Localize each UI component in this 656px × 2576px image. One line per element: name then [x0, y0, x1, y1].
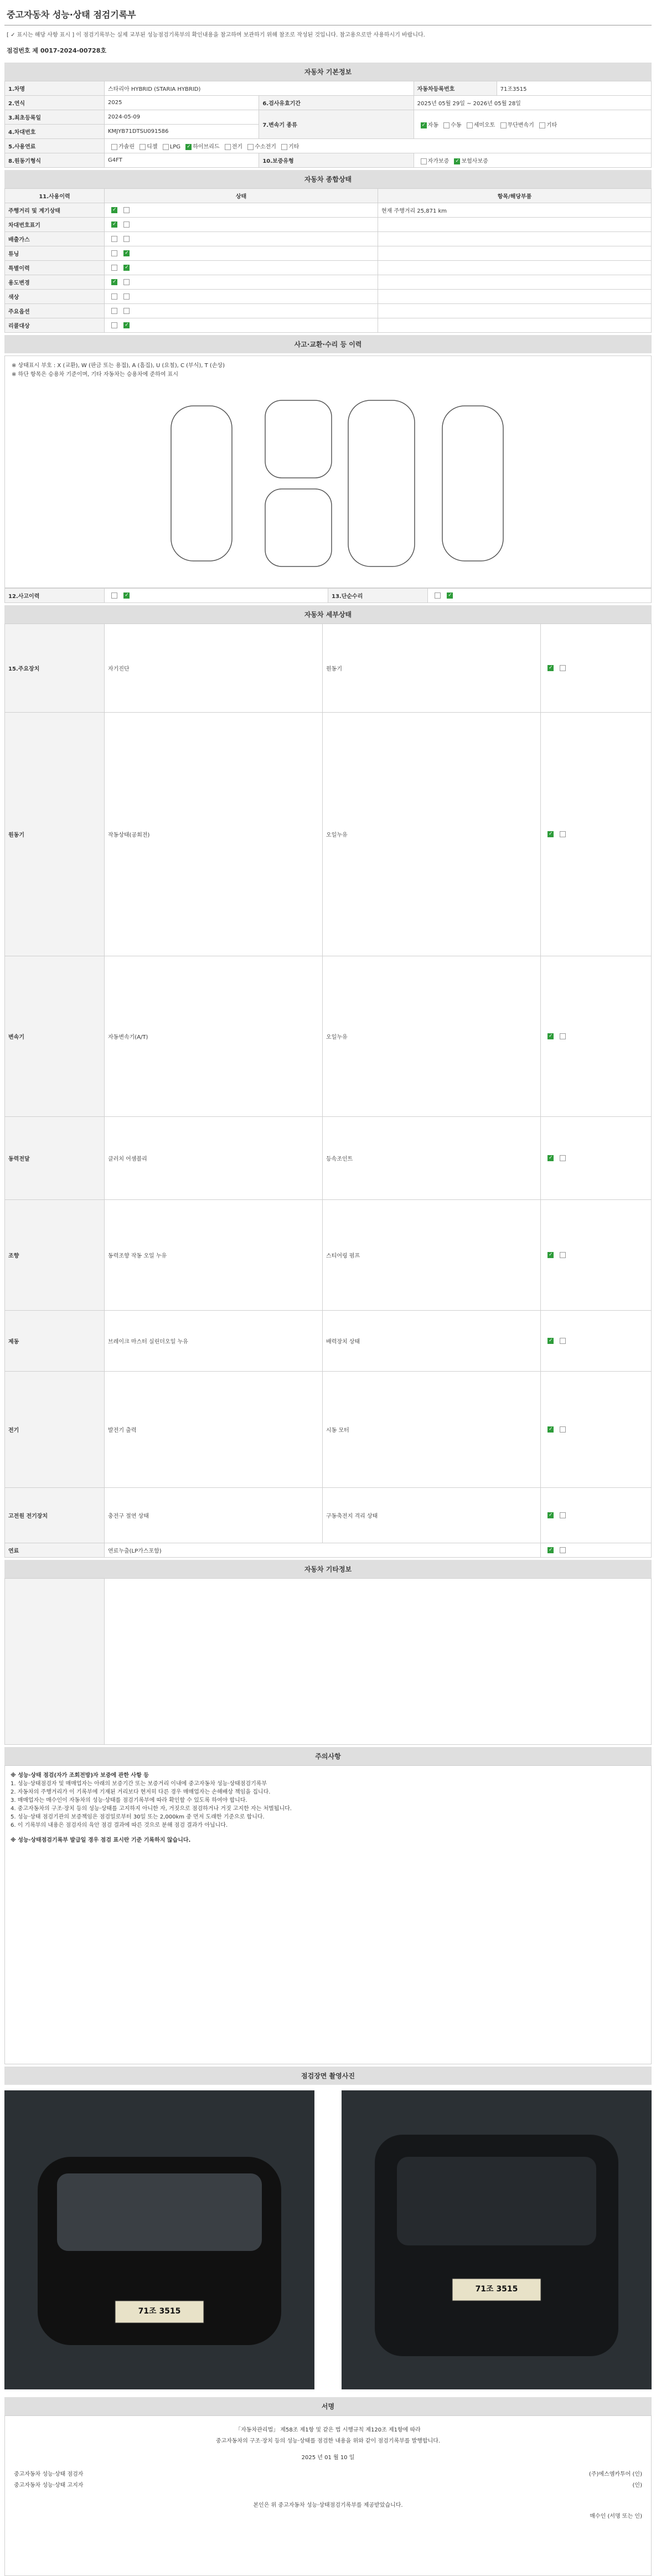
legend-line-1: ※ 상태표시 부호 : X (교환), W (판금 또는 용접), A (흠집), U (요철), C (부식), T (손상)	[12, 363, 225, 369]
warn-line-3: 3. 매매업자는 매수인이 자동차의 성능·상태를 점검기록부에 따라 확인할 수 있도록 하여야 합니다.	[11, 1797, 247, 1804]
checkbox	[111, 293, 117, 300]
valid-label: 6.검사유효기간	[259, 96, 414, 110]
detail-item-6: 발전기 출력	[105, 1372, 323, 1488]
detail-cat-7: 고전원 전기장치	[5, 1488, 105, 1543]
trans-opt-4: 기타	[546, 122, 557, 128]
summary-row-4: 특별이력	[5, 261, 105, 275]
checkbox	[560, 1547, 566, 1553]
sign-notice-row	[14, 2480, 642, 2491]
summary-state	[105, 318, 378, 333]
trans-opt-1: 수동	[451, 122, 462, 128]
legend	[5, 356, 651, 385]
fuel-opt-0: 가솔린	[118, 144, 135, 150]
fuel-label: 5.사용연료	[5, 139, 105, 153]
detail-cat-3: 동력전달	[5, 1117, 105, 1200]
checkbox	[123, 265, 130, 271]
checkbox	[123, 207, 130, 213]
detail-sub-0: 원동기	[323, 624, 541, 713]
checkbox	[500, 122, 507, 128]
page-title: 중고자동차 성능·상태 점검기록부	[4, 6, 652, 25]
sign-checker-name: (주)에스엠카투어 (인)	[588, 2471, 642, 2477]
checkbox	[560, 831, 566, 837]
checkbox	[560, 1155, 566, 1161]
checkbox	[547, 1547, 554, 1553]
section-basic-info: 자동차 기본정보	[4, 63, 652, 81]
car-name: 스타리아 HYBRID (STARIA HYBRID)	[105, 81, 414, 96]
section-accident: 사고·교환·수리 등 이력	[4, 335, 652, 353]
car-rear-photo	[342, 2090, 652, 2389]
warn-line-4: 4. 중고자동차의 구조·장치 등의 성능·상태를 고지하지 아니한 자, 거짓으로 점검하거나 거짓 고지한 자는 처벌됩니다.	[11, 1806, 292, 1812]
car-top	[348, 400, 415, 566]
summary-col-item: 11.사용이력	[5, 189, 105, 203]
warn-footer: ※ 성능·상태점검기록부 발급일 경우 점검 표시란 기준 기록하지 않습니다.	[11, 1837, 191, 1843]
car-left-side	[171, 406, 232, 561]
year: 2025	[105, 96, 259, 110]
detail-cat-4: 조향	[5, 1200, 105, 1311]
checkbox	[281, 144, 287, 150]
car-front-photo	[4, 2090, 314, 2389]
engine-label: 8.원동기형식	[5, 153, 105, 168]
summary-detail	[378, 232, 652, 246]
detail-sub-6: 시동 모터	[323, 1372, 541, 1488]
fuel-opt-4: 전기	[231, 144, 243, 150]
checkbox	[547, 1512, 554, 1518]
checkbox	[560, 1252, 566, 1258]
mileage-cell	[378, 203, 652, 218]
summary-detail	[378, 261, 652, 275]
summary-state	[105, 304, 378, 318]
fuel-opt-3: 하이브리드	[193, 144, 220, 150]
checkbox	[443, 122, 450, 128]
detail-cat-5: 제동	[5, 1311, 105, 1372]
summary-row-5: 용도변경	[5, 275, 105, 290]
summary-state	[105, 275, 378, 290]
checkbox	[111, 221, 117, 228]
summary-row-6: 색상	[5, 290, 105, 304]
summary-row-0: 주행거리 및 계기상태	[5, 203, 105, 218]
checkbox	[111, 265, 117, 271]
first-reg-label: 3.최초등록일	[5, 110, 105, 125]
warn-line-0: ※ 성능·상태 점검(자가 조회전방)자 보증에 관한 사항 등	[11, 1773, 149, 1779]
vin-label: 4.차대번호	[5, 125, 105, 139]
checkbox	[140, 144, 146, 150]
reg-no-label: 자동차등록번호	[414, 81, 497, 96]
detail-state	[541, 956, 652, 1117]
checkbox	[163, 144, 169, 150]
detail-state	[541, 1543, 652, 1558]
section-summary: 자동차 종합상태	[4, 170, 652, 188]
checkbox	[247, 144, 254, 150]
accident-table	[4, 588, 652, 603]
top-notice: [ ✓ 표시는 해당 사항 표시 ] 이 점검기록부는 실제 교부된 성능점검기록부의 확인내용을 참고하며 보관하기 위해 참조로 작성된 것입니다. 참고용으로만 사용하시기 바랍니다.	[7, 32, 425, 38]
car-front	[265, 400, 332, 478]
checkbox	[547, 1252, 554, 1258]
warranty-opt-1: 보험사보증	[461, 158, 488, 164]
car-front-illustration	[4, 2090, 314, 2389]
summary-state	[105, 246, 378, 261]
car-name-label: 1.차명	[5, 81, 105, 96]
detail-state	[541, 1117, 652, 1200]
checkbox	[123, 279, 130, 285]
sign-line-2: 중고자동차의 구조·장치 등의 성능·상태를 점검한 내용을 위와 같이 점검기록부를 발행합니다.	[215, 2438, 441, 2444]
checkbox	[123, 293, 130, 300]
checkbox	[560, 1512, 566, 1518]
section-signature: 서명	[4, 2397, 652, 2415]
summary-detail	[378, 304, 652, 318]
checkbox	[123, 236, 130, 242]
detail-cat-1: 원동기	[5, 713, 105, 956]
summary-detail	[378, 246, 652, 261]
summary-row-3: 튜닝	[5, 246, 105, 261]
reg-no: 71조3515	[497, 81, 651, 96]
year-label: 2.연식	[5, 96, 105, 110]
detail-table	[4, 624, 652, 1558]
checkbox	[467, 122, 473, 128]
checkbox	[547, 1426, 554, 1433]
detail-item-5: 브레이크 마스터 실린더오일 누유	[105, 1311, 323, 1372]
trans-label: 7.변속기 종류	[259, 110, 414, 139]
warranty-label: 10.보증유형	[259, 153, 414, 168]
summary-detail	[378, 275, 652, 290]
detail-state	[541, 713, 652, 956]
sign-notice-name: (인)	[632, 2482, 642, 2489]
sign-checker-row	[14, 2469, 642, 2480]
checkbox	[111, 236, 117, 242]
checkbox	[547, 1033, 554, 1039]
sign-date: 2025 년 01 월 10 일	[301, 2455, 355, 2461]
warn-line-1: 1. 성능·상태점검자 및 매매업자는 아래의 보증기간 또는 보증거리 이내에 중고자동차 성능·상태점검기록부	[11, 1781, 267, 1787]
fuel-options	[105, 139, 652, 153]
detail-cat-2: 변속기	[5, 956, 105, 1117]
detail-item-7: 충전구 절연 상태	[105, 1488, 323, 1543]
summary-detail	[378, 318, 652, 333]
detail-sub-3: 등속조인트	[323, 1117, 541, 1200]
detail-cat-6: 전기	[5, 1372, 105, 1488]
detail-cat-8: 연료	[5, 1543, 105, 1558]
engine: G4FT	[105, 153, 259, 168]
sign-buyer: 매수인 (서명 또는 인)	[590, 2513, 642, 2520]
fuel-opt-6: 기타	[288, 144, 299, 150]
checkbox	[547, 665, 554, 671]
fuel-opt-5: 수소전기	[255, 144, 276, 150]
fuel-opt-2: LPG	[169, 144, 181, 150]
detail-state	[541, 624, 652, 713]
cert-label: 점검번호 제	[7, 47, 38, 54]
checkbox	[560, 1033, 566, 1039]
checkbox	[547, 1338, 554, 1344]
checkbox	[123, 322, 130, 328]
mileage-label: 현재 주행거리	[381, 208, 416, 214]
summary-col-detail: 항목/해당부품	[378, 189, 652, 203]
detail-item-3: 클러치 어셈블리	[105, 1117, 323, 1200]
detail-item-4: 동력조향 작동 오일 누유	[105, 1200, 323, 1311]
summary-state	[105, 290, 378, 304]
summary-state	[105, 261, 378, 275]
detail-item-0: 자기진단	[105, 624, 323, 713]
detail-sub-7: 구동축전지 격리 상태	[323, 1488, 541, 1543]
checkbox	[560, 1426, 566, 1433]
summary-row-1: 차대번호표기	[5, 218, 105, 232]
summary-state	[105, 218, 378, 232]
detail-item-1: 작동상태(공회전)	[105, 713, 323, 956]
fuel-opt-1: 디젤	[147, 144, 158, 150]
sign-notice-label: 중고자동차 성능·상태 고지자	[14, 2482, 84, 2489]
trans-options	[414, 110, 651, 139]
detail-item-2: 자동변속기(A/T)	[105, 956, 323, 1117]
photo-row	[4, 2085, 652, 2395]
checkbox	[123, 221, 130, 228]
warranty-options	[414, 153, 651, 168]
vin: KMJYB71DTSU091586	[105, 125, 259, 139]
summary-row-2: 배출가스	[5, 232, 105, 246]
detail-item-8: 연료누출(LP가스포함)	[105, 1543, 541, 1558]
repair-label: 13.단순수리	[328, 589, 428, 603]
summary-row-8: 리콜대상	[5, 318, 105, 333]
trans-opt-0: 자동	[427, 122, 438, 128]
checkbox	[539, 122, 545, 128]
summary-detail	[378, 218, 652, 232]
checkbox	[560, 665, 566, 671]
acc-label: 12.사고이력	[5, 589, 105, 603]
detail-cat-0: 15.주요장치	[5, 624, 105, 713]
checkbox	[111, 322, 117, 328]
summary-state	[105, 232, 378, 246]
checkbox	[123, 593, 130, 599]
summary-detail	[378, 290, 652, 304]
legend-line-2: ※ 하단 항목은 승용차 기준이며, 기타 자동차는 승용차에 준하여 표시	[12, 372, 178, 378]
detail-sub-2: 오일누유	[323, 956, 541, 1117]
sign-checker-label: 중고자동차 성능·상태 점검자	[14, 2471, 84, 2477]
section-detail: 자동차 세부상태	[4, 605, 652, 624]
checkbox	[123, 250, 130, 256]
detail-sub-5: 배력장치 상태	[323, 1311, 541, 1372]
other-table	[4, 1578, 652, 1745]
warn-line-2: 2. 자동차의 주행거리가 이 기록부에 기재된 거리보다 현저히 다른 경우 매매업자는 손해배상 책임을 집니다.	[11, 1789, 271, 1795]
signature-box	[4, 2415, 652, 2576]
basic-info-table	[4, 81, 652, 168]
checkbox	[421, 158, 427, 164]
checkbox	[111, 593, 117, 599]
valid: 2025년 05월 29일 ~ 2026년 05월 28일	[414, 96, 651, 110]
repair-state	[428, 589, 652, 603]
section-warning: 주의사항	[4, 1747, 652, 1765]
checkbox	[435, 593, 441, 599]
car-rear	[265, 489, 332, 566]
other-content	[105, 1579, 652, 1745]
front-plate: 71조 3515	[138, 2307, 181, 2316]
section-other: 자동차 기타정보	[4, 1560, 652, 1578]
checkbox	[447, 593, 453, 599]
mileage: 25,871 km	[417, 208, 447, 214]
car-rear-illustration	[342, 2090, 652, 2389]
checkbox	[111, 144, 117, 150]
summary-state	[105, 203, 378, 218]
checkbox	[547, 1155, 554, 1161]
summary-col-state: 상태	[105, 189, 378, 203]
sign-footer: 본인은 위 중고자동차 성능·상태점검기록부를 제공받았습니다.	[253, 2502, 403, 2508]
warning-box	[4, 1765, 652, 2064]
summary-table	[4, 188, 652, 333]
acc-state	[105, 589, 328, 603]
trans-opt-2: 세미오토	[473, 122, 495, 128]
sign-line-1: 「자동차관리법」 제58조 제1항 및 같은 법 시행규칙 제120조 제1항에 따라	[235, 2427, 421, 2433]
summary-row-7: 주요옵션	[5, 304, 105, 318]
detail-sub-4: 스티어링 펌프	[323, 1200, 541, 1311]
trans-opt-3: 무단변속기	[507, 122, 534, 128]
checkbox	[111, 207, 117, 213]
checkbox	[421, 122, 427, 128]
car-outline-diagram	[160, 389, 514, 578]
accident-diagram	[4, 356, 652, 588]
first-reg: 2024-05-09	[105, 110, 259, 125]
detail-state	[541, 1200, 652, 1311]
warranty-opt-0: 자가보증	[427, 158, 450, 164]
checkbox	[454, 158, 460, 164]
checkbox	[111, 279, 117, 285]
car-right-side	[442, 406, 503, 561]
checkbox	[123, 308, 130, 314]
checkbox	[111, 308, 117, 314]
checkbox	[225, 144, 231, 150]
checkbox	[185, 144, 192, 150]
section-photos: 점검장면 촬영사진	[4, 2067, 652, 2085]
detail-sub-1: 오일누유	[323, 713, 541, 956]
rear-plate: 71조 3515	[475, 2285, 518, 2294]
detail-state	[541, 1488, 652, 1543]
checkbox	[547, 831, 554, 837]
warn-line-6: 6. 이 기록부의 내용은 점검자의 육안 점검 결과에 따른 것으로 분해 점검 결과가 아닙니다.	[11, 1822, 228, 1828]
detail-state	[541, 1311, 652, 1372]
checkbox	[111, 250, 117, 256]
checkbox	[560, 1338, 566, 1344]
detail-state	[541, 1372, 652, 1488]
other-label	[5, 1579, 105, 1745]
cert-value: 0017-2024-00728호	[40, 47, 107, 54]
cert-number	[4, 43, 652, 60]
warn-line-5: 5. 성능·상태 점검기관의 보증책임은 점검일로부터 30일 또는 2,000km 중 먼저 도래한 기준으로 합니다.	[11, 1814, 265, 1820]
